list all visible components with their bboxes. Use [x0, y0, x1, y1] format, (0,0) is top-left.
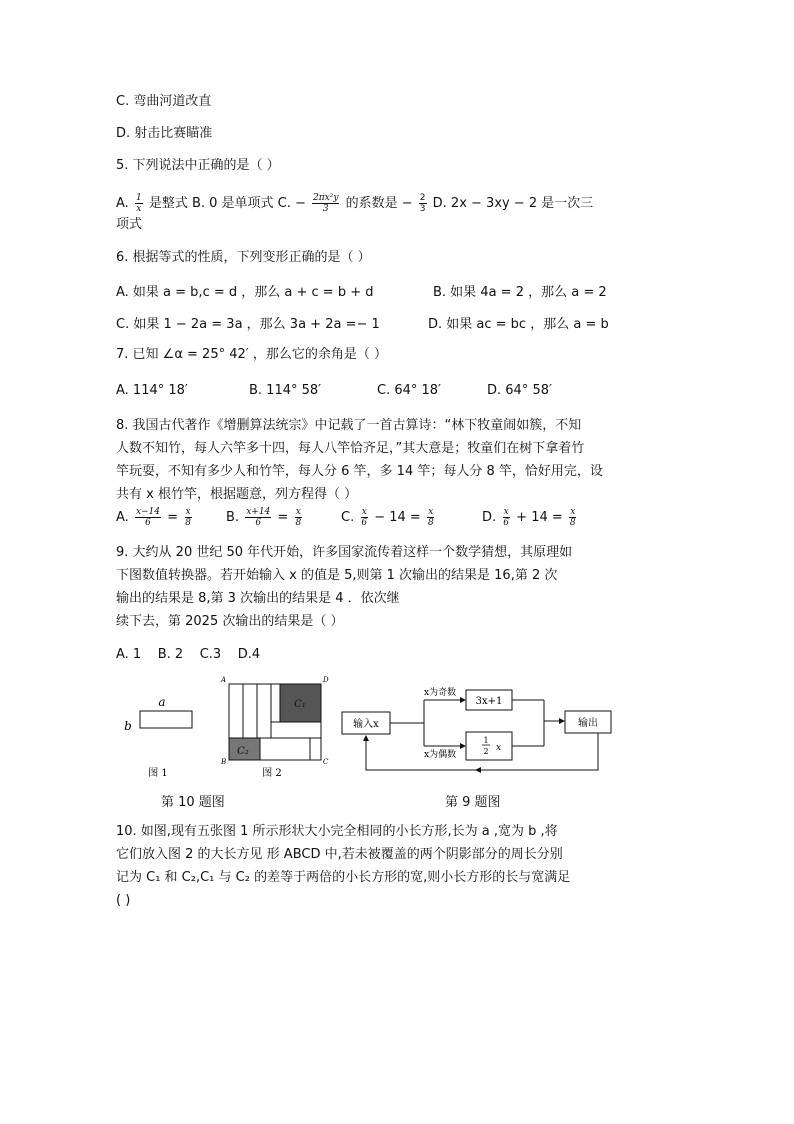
q5-c-text: 的系数是 −: [345, 196, 413, 211]
fig2-label-d: D: [323, 676, 329, 684]
question-8-line-3: 竿玩耍，不知有多少人和竹竿，每人分 6 竿，多 14 竿；每人分 8 竿，恰好用完，设: [116, 464, 603, 479]
placed-rectangle: [271, 722, 321, 738]
question-6-stem: 6. 根据等式的性质，下列变形正确的是（ ）: [116, 250, 371, 265]
question-10-line-2: 它们放入图 2 的大长方见 形 ABCD 中,若未被覆盖的两个阴影部分的周长分别: [116, 847, 563, 862]
option-d-previous: D. 射击比赛瞄准: [116, 126, 213, 141]
question-7-option-c: C. 64° 18′: [377, 383, 442, 398]
question-7-option-b: B. 114° 58′: [249, 383, 322, 398]
figure-9-flowchart: [336, 684, 626, 776]
question-7-stem: 7. 已知 ∠α = 25° 42′ ，那么它的余角是（ ）: [116, 347, 387, 362]
question-6-option-d: D. 如果 ac = bc ，那么 a = b: [428, 317, 609, 332]
question-7-option-d: D. 64° 58′: [487, 383, 552, 398]
operation-even-denominator: 2: [483, 747, 489, 756]
q5-c-fraction: $\frac{\text{2πx²y}}{3}$: [313, 193, 339, 214]
operation-even-numerator: 1: [483, 736, 489, 745]
figure-9-caption: 第 9 题图: [445, 795, 501, 810]
operation-even-variable: x: [496, 743, 502, 753]
question-6-option-c: C. 如果 1 − 2a = 3a ，那么 3a + 2a =− 1: [116, 317, 380, 332]
q5-a-prefix: A.: [116, 196, 129, 211]
small-rectangle: [140, 711, 192, 728]
option-c-previous: C. 弯曲河道改直: [116, 94, 212, 109]
question-6-option-a: A. 如果 a = b,c = d ，那么 a + c = b + d: [116, 285, 374, 300]
question-9-line-3: 输出的结果是 8,第 3 次输出的结果是 4 ．依次继: [116, 591, 400, 606]
odd-condition-label: x为奇数: [424, 688, 457, 698]
question-8-line-2: 人数不知竹，每人六竿多十四，每人八竿恰齐足，”其大意是；牧童们在树下拿着竹: [116, 441, 585, 456]
question-8-option-a: A. $\frac{x-14}{6}$ = $\frac{x}{8}$: [116, 507, 191, 528]
placed-rectangle: [260, 738, 310, 760]
placed-rectangle: [243, 684, 257, 738]
question-7-option-a: A. 114° 18′: [116, 383, 188, 398]
fig2-label-c2: C₂: [237, 746, 249, 757]
output-label: 输出: [578, 718, 598, 729]
fig2-label-b: B: [221, 758, 227, 766]
question-5-options: [116, 193, 593, 214]
question-9-line-1: 9. 大约从 20 世纪 50 年代开始，许多国家流传着这样一个数学猜想，其原理如: [116, 545, 573, 560]
placed-rectangle: [257, 684, 271, 738]
question-10-line-4: ( ): [116, 893, 131, 908]
operation-box-even: [466, 732, 512, 760]
fig2-label-c: C: [323, 758, 329, 766]
placed-rectangle: [229, 684, 243, 738]
question-10-line-3: 记为 C₁ 和 C₂,C₁ 与 C₂ 的差等于两倍的小长方形的宽,则小长方形的长与宽满足: [116, 870, 571, 885]
question-8-line-4: 共有 x 根竹竿，根据题意，列方程得（ ）: [116, 487, 358, 502]
figure-2: [215, 676, 335, 786]
question-5-wrap: 项式: [116, 217, 143, 232]
q5-d-text: D. 2x − 3xy − 2 是一次三: [432, 196, 594, 211]
question-8-option-b: B. $\frac{x+14}{6}$ = $\frac{x}{8}$: [226, 507, 302, 528]
question-6-option-b: B. 如果 4a = 2 ，那么 a = 2: [433, 285, 607, 300]
q5-c2-fraction: $\frac{2}{3}$: [419, 193, 426, 214]
q5-a-fraction: $\frac{1}{x}$: [135, 193, 142, 214]
question-10-line-1: 10. 如图,现有五张图 1 所示形状大小完全相同的小长方形,长为 a ,宽为 b ,将: [116, 824, 558, 839]
even-condition-label: x为偶数: [424, 750, 457, 760]
figure-1: [118, 690, 208, 785]
question-8-option-c: C. $\frac{x}{6}$ − 14 = $\frac{x}{8}$: [341, 507, 434, 528]
fig1-label-b: b: [124, 719, 132, 733]
question-8-line-1: 8. 我国古代著作《增删算法统宗》中记载了一首古算诗：“林下牧童闹如簇，不知: [116, 418, 582, 433]
question-5-stem: 5. 下列说法中正确的是（ ）: [116, 158, 280, 173]
fig1-label-a: a: [158, 695, 166, 709]
input-label: 输入x: [353, 719, 379, 730]
fig1-caption: 图 1: [148, 768, 168, 779]
operation-odd-label: 3x+1: [475, 696, 503, 707]
fig2-label-a: A: [221, 676, 227, 684]
fig2-caption: 图 2: [262, 768, 282, 779]
figure-10-caption: 第 10 题图: [161, 795, 225, 810]
question-9-line-2: 下图数值转换器。若开始输入 x 的值是 5,则第 1 次输出的结果是 16,第 2 次: [116, 568, 558, 583]
fig2-label-c1: C₁: [294, 699, 306, 710]
question-9-options: A. 1 B. 2 C.3 D.4: [116, 647, 261, 662]
question-9-line-4: 续下去，第 2025 次输出的结果是（ ）: [116, 614, 344, 629]
question-8-option-d: D. $\frac{x}{6}$ + 14 = $\frac{x}{8}$: [482, 507, 576, 528]
q5-a-text: 是整式 B. 0 是单项式 C. −: [148, 196, 306, 211]
